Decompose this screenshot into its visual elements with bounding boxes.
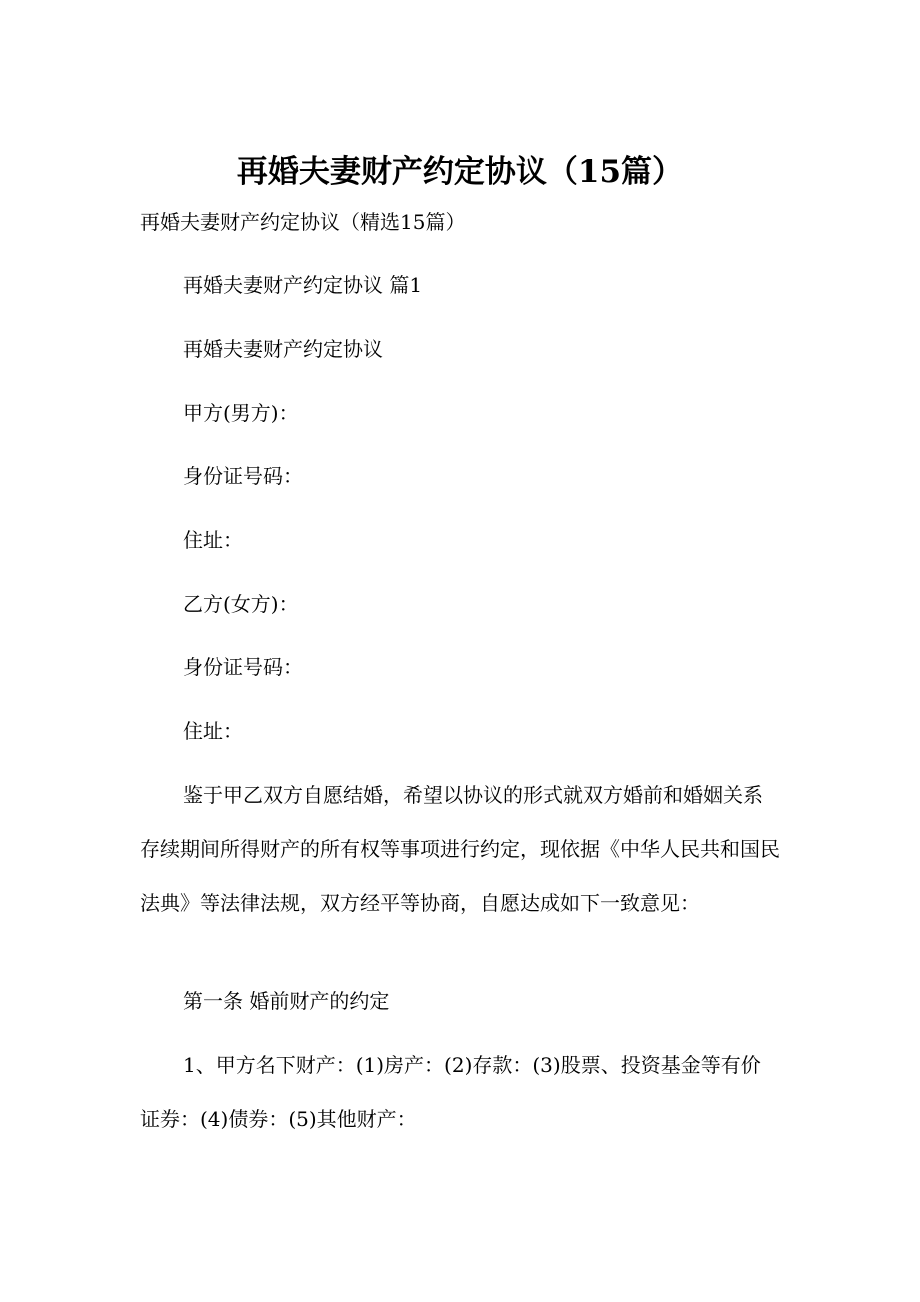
party-b-id-label: 身份证号码： xyxy=(183,655,303,679)
agreement-title: 再婚夫妻财产约定协议 xyxy=(183,337,383,361)
party-b-address-label: 住址： xyxy=(183,719,243,743)
article-1-item-1: 1、甲方名下财产：(1)房产：(2)存款：(3)股票、投资基金等有价证券：(4)债券：(5)其他财产： xyxy=(140,1053,761,1131)
article-1-heading: 第一条 婚前财产的约定 xyxy=(183,989,390,1013)
document-title: 再婚夫妻财产约定协议（15篇） xyxy=(236,154,684,190)
document-subtitle: 再婚夫妻财产约定协议（精选15篇） xyxy=(140,210,466,234)
party-a-label: 甲方(男方)： xyxy=(183,401,299,425)
party-a-address-label: 住址： xyxy=(183,528,243,552)
section-heading: 再婚夫妻财产约定协议 篇1 xyxy=(183,273,423,297)
party-b-label: 乙方(女方)： xyxy=(183,592,299,616)
party-a-id-label: 身份证号码： xyxy=(183,464,303,488)
preamble-paragraph: 鉴于甲乙双方自愿结婚，希望以协议的形式就双方婚前和婚姻关系存续期间所得财产的所有权等事项进行约定，现依据《中华人民共和国民法典》等法律法规，双方经平等协商，自愿达成如下一致意见： xyxy=(140,783,780,915)
